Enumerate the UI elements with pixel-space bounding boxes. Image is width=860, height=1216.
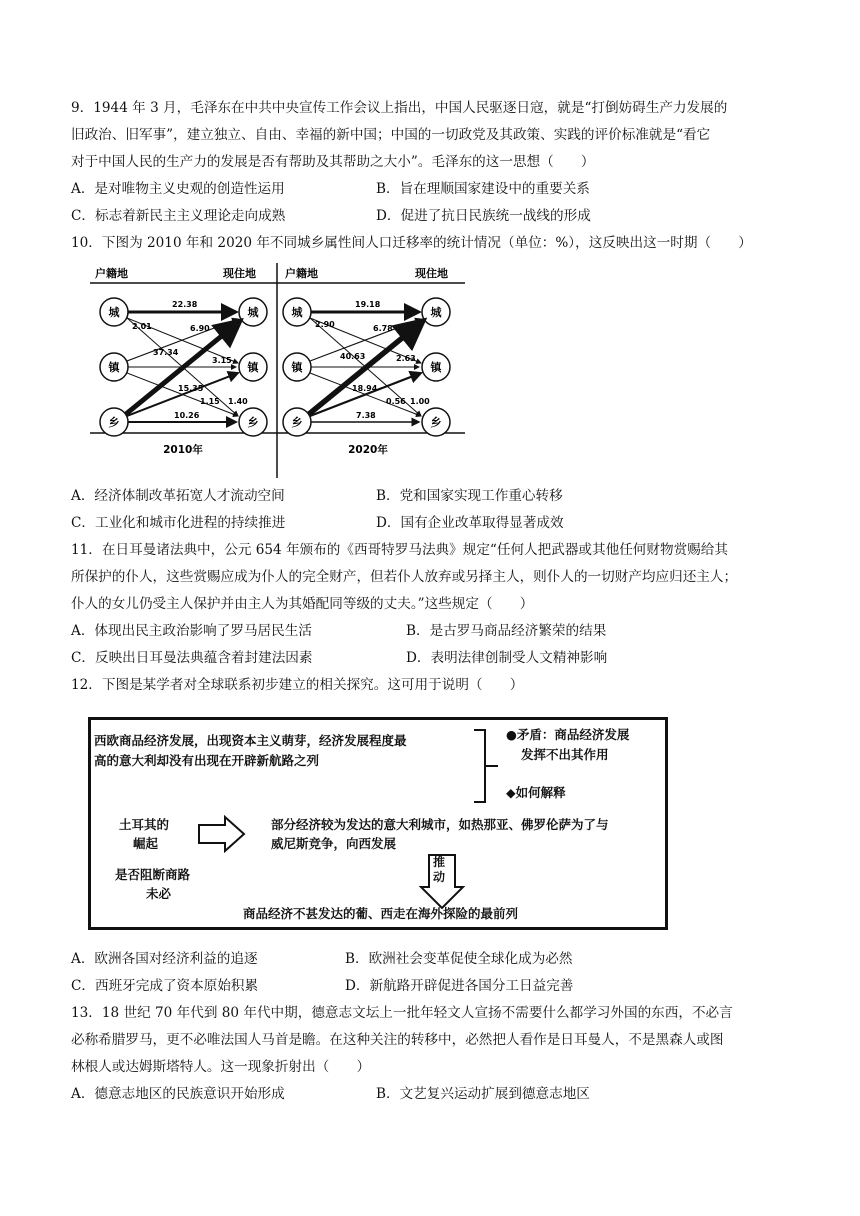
q12-option-a: A．欧洲各国对经济利益的追逐 <box>71 951 258 967</box>
q12-city-text-2: 威尼斯竞争，向西发展 <box>271 836 397 851</box>
q13-option-a: A．德意志地区的民族意识开始形成 <box>71 1086 285 1102</box>
q10-option-b: B．党和国家实现工作重心转移 <box>376 488 563 504</box>
q10-left-value-4: 37.34 <box>153 348 179 357</box>
q10-panel-2020 <box>283 266 450 456</box>
q10-left-value-8: 1.40 <box>228 397 248 406</box>
q10-right-node-cheng-dst: 城 <box>430 306 442 319</box>
q13-line-1: 13．18 世纪 70 年代到 80 年代中期，德意志文坛上一批年轻文人宣扬不需要什么都学习外国的东西，不必言 <box>71 1005 733 1021</box>
q10-migration-figure <box>90 263 465 478</box>
q10-right-value-5: 2.63 <box>396 354 416 363</box>
q11-line-3: 仆人的女儿仍受主人保护并由主人为其婚配同等级的丈夫。”这些规定（ ） <box>71 596 534 612</box>
q10-right-node-xiang-src: 乡 <box>291 416 303 429</box>
q13-option-b: B．文艺复兴运动扩展到德意志地区 <box>376 1086 590 1102</box>
q11-line-2: 所保护的仆人，这些赏赐应成为仆人的完全财产，但若仆人放弃或另择主人，则仆人的一切财产均应归还主人； <box>71 569 738 585</box>
q12-bottom-text: 商品经济不甚发达的葡、西走在海外探险的最前列 <box>243 906 519 921</box>
q13-line-2: 必称希腊罗马，更不必唯法国人马首是瞻。在这种关注的转移中，必然把人看作是日耳曼人，不是黑森人或图 <box>71 1032 724 1048</box>
q10-right-value-8: 1.00 <box>410 397 430 406</box>
q10-left-value-3: 6.90 <box>190 324 210 333</box>
q10-right-node-xiang-dst: 乡 <box>430 416 442 429</box>
q10-left-value-5: 3.15 <box>212 356 232 365</box>
q11-option-b: B．是古罗马商品经济繁荣的结果 <box>406 623 607 639</box>
q10-left-node-xiang-dst: 乡 <box>247 416 259 429</box>
q10-left-value-6: 15.35 <box>178 384 204 393</box>
q10-left-node-zhen-src: 镇 <box>108 361 120 374</box>
q12-how-explain: ◆如何解释 <box>506 785 566 800</box>
q12-route-2: 未必 <box>146 886 172 901</box>
q10-right-node-zhen-dst: 镇 <box>430 361 442 374</box>
q9-option-b: B．旨在理顺国家建设中的重要关系 <box>376 181 590 197</box>
q10-left-node-cheng-dst: 城 <box>247 306 259 319</box>
q9-option-a: A．是对唯物主义史观的创造性运用 <box>71 181 285 197</box>
q10-right-node-cheng-src: 城 <box>291 306 303 319</box>
q9-line-2: 旧政治、旧军事”，建立独立、自由、幸福的新中国；中国的一切政党及其政策、实践的评价标准就是“看它 <box>71 127 711 143</box>
q12-exploration-figure <box>88 717 668 930</box>
q10-stem: 10．下图为 2010 年和 2020 年不同城乡属性间人口迁移率的统计情况（单位：%），这反映出这一时期（ ） <box>71 235 752 251</box>
q12-top-text-2: 高的意大利却没有出现在开辟新航路之列 <box>94 753 320 768</box>
q10-right-caption: 2020年 <box>348 444 388 456</box>
q13-line-3: 林根人或达姆斯塔特人。这一现象折射出（ ） <box>71 1059 371 1075</box>
q10-left-header-xianzhu: 现住地 <box>223 267 256 280</box>
q12-right-arrow-icon <box>197 815 247 853</box>
q10-right-header-huji: 户籍地 <box>285 267 318 280</box>
q9-option-c: C．标志着新民主主义理论走向成熟 <box>71 208 286 224</box>
q12-option-d: D．新航路开辟促进各国分工日益完善 <box>345 978 574 994</box>
q10-left-node-zhen-dst: 镇 <box>247 361 259 374</box>
q10-right-value-9: 7.38 <box>356 411 376 420</box>
q9-option-d: D．促进了抗日民族统一战线的形成 <box>376 208 591 224</box>
q10-right-value-4: 40.63 <box>340 352 366 361</box>
q10-right-value-3: 6.78 <box>373 324 393 333</box>
q10-left-node-xiang-src: 乡 <box>108 416 120 429</box>
q12-route-1: 是否阻断商路 <box>115 867 191 882</box>
q12-turkey-1: 土耳其的 <box>119 817 170 832</box>
q11-line-1: 11．在日耳曼诸法典中，公元 654 年颁布的《西哥特罗马法典》规定“任何人把武器或其他任何财物赏赐给其 <box>71 542 728 558</box>
q11-option-a: A．体现出民主政治影响了罗马居民生活 <box>71 623 312 639</box>
q9-line-1: 9．1944 年 3 月，毛泽东在中共中央宣传工作会议上指出，中国人民驱逐日寇，就是“打倒妨碍生产力发展的 <box>71 100 728 116</box>
q12-push-label: 推动 <box>433 855 446 884</box>
q10-option-c: C．工业化和城市化进程的持续推进 <box>71 515 286 531</box>
q12-option-c: C．西班牙完成了资本原始积累 <box>71 978 259 994</box>
q10-left-node-cheng-src: 城 <box>108 306 120 319</box>
q12-turkey-2: 崛起 <box>133 836 159 851</box>
q10-option-a: A．经济体制改革拓宽人才流动空间 <box>71 488 285 504</box>
q10-left-value-7: 1.15 <box>200 397 220 406</box>
q10-option-d: D．国有企业改革取得显著成效 <box>376 515 564 531</box>
q10-right-node-zhen-src: 镇 <box>291 361 303 374</box>
q11-option-c: C．反映出日耳曼法典蕴含着封建法因素 <box>71 650 313 666</box>
q10-panel-2010 <box>95 266 267 456</box>
q12-contradiction-2: 发挥不出其作用 <box>521 747 609 762</box>
q12-contradiction-1: ●矛盾：商品经济发展 <box>506 727 630 742</box>
q9-line-3: 对于中国人民的生产力的发展是否有帮助及其帮助之大小”。毛泽东的这一思想（ ） <box>71 154 595 170</box>
q11-option-d: D．表明法律创制受人文精神影响 <box>406 650 608 666</box>
q10-left-header-huji: 户籍地 <box>95 267 128 280</box>
q10-right-value-2: 2.90 <box>315 320 335 329</box>
q10-right-header-xianzhu: 现住地 <box>415 267 448 280</box>
q10-right-value-1: 19.18 <box>355 300 381 309</box>
q10-left-value-9: 10.26 <box>174 411 200 420</box>
q10-left-value-1: 22.38 <box>172 300 198 309</box>
q10-left-value-2: 2.01 <box>132 322 152 331</box>
q12-top-text-1: 西欧商品经济发展，出现资本主义萌芽，经济发展程度最 <box>94 733 407 748</box>
q10-left-caption: 2010年 <box>163 444 203 456</box>
q10-right-value-6: 18.94 <box>352 384 378 393</box>
q12-bracket <box>471 728 501 804</box>
q12-option-b: B．欧洲社会变革促使全球化成为必然 <box>345 951 573 967</box>
q10-right-value-7: 0.56 <box>386 397 406 406</box>
q12-city-text-1: 部分经济较为发达的意大利城市，如热那亚、佛罗伦萨为了与 <box>271 817 609 832</box>
q12-stem: 12．下图是某学者对全球联系初步建立的相关探究。这可用于说明（ ） <box>71 677 524 693</box>
